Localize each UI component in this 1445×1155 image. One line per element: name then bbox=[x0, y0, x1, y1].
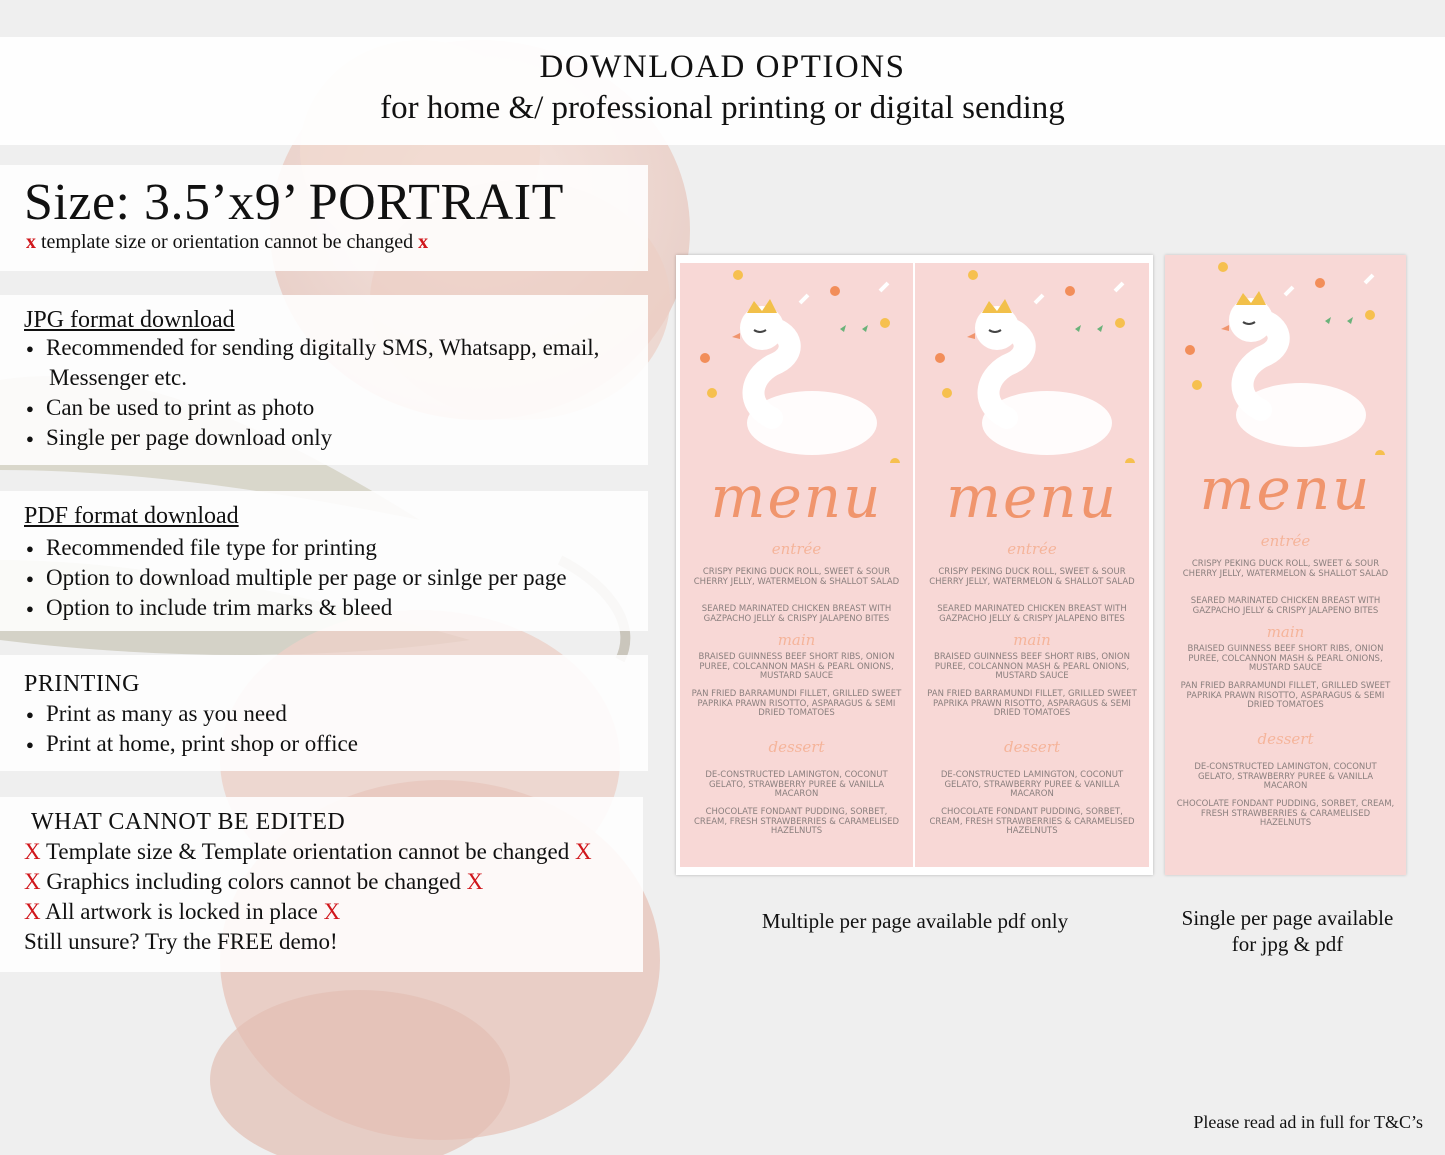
printing-heading: PRINTING bbox=[24, 671, 140, 697]
dish-text: PAN FRIED BARRAMUNDI FILLET, GRILLED SWEET PAPRIKA PRAWN RISOTTO, ASPARAGUS & SEMI DRIED TOMATOES bbox=[691, 689, 902, 718]
jpg-list bbox=[24, 333, 648, 453]
dish-text: PAN FRIED BARRAMUNDI FILLET, GRILLED SWEET PAPRIKA PRAWN RISOTTO, ASPARAGUS & SEMI DRIED TOMATOES bbox=[927, 689, 1137, 718]
floral-decoration bbox=[915, 263, 1149, 463]
dish-text: CRISPY PEKING DUCK ROLL, SWEET & SOUR CHERRY JELLY, WATERMELON & SHALLOT SALAD bbox=[929, 567, 1135, 587]
line-text: Template size & Template orientation cannot be changed bbox=[45, 839, 570, 864]
cannot-edit-line bbox=[24, 867, 643, 897]
course-entree: entrée bbox=[1260, 532, 1311, 550]
dish-text: DE-CONSTRUCTED LAMINGTON, COCONUT GELATO, STRAWBERRY PUREE & VANILLA MACARON bbox=[705, 770, 888, 799]
dish-text: SEARED MARINATED CHICKEN BREAST WITH GAZPACHO JELLY & CRISPY JALAPENO BITES bbox=[701, 604, 892, 624]
list-item: ● Print as many as you need bbox=[24, 699, 648, 729]
cannot-edit-panel bbox=[0, 797, 643, 972]
cannot-edit-closing: Still unsure? Try the FREE demo! bbox=[24, 929, 338, 954]
caption-single-line1: Single per page available bbox=[1181, 906, 1394, 930]
footer-note: Please read ad in full for T&C’s bbox=[1193, 1112, 1423, 1132]
dish-text: SEARED MARINATED CHICKEN BREAST WITH GAZPACHO JELLY & CRISPY JALAPENO BITES bbox=[1190, 596, 1381, 616]
single-per-page-preview bbox=[1163, 255, 1408, 875]
line-text: Graphics including colors cannot be changed bbox=[46, 869, 461, 894]
x-mark-icon: x bbox=[418, 231, 429, 253]
course-main: main bbox=[777, 631, 816, 649]
menu-title: menu bbox=[1199, 455, 1372, 523]
list-item: ● Single per page download only bbox=[24, 423, 648, 453]
list-item: ● Recommended file type for printing bbox=[24, 533, 648, 563]
list-item-continuation: Messenger etc. bbox=[49, 365, 187, 390]
dish-text: CHOCOLATE FONDANT PUDDING, SORBET, CREAM, FRESH STRAWBERRIES & CARAMELISED HAZELNUTS bbox=[1176, 799, 1395, 828]
jpg-heading: JPG format download bbox=[24, 307, 235, 333]
dish-text: DE-CONSTRUCTED LAMINGTON, COCONUT GELATO, STRAWBERRY PUREE & VANILLA MACARON bbox=[1194, 762, 1377, 791]
header-band bbox=[0, 37, 1445, 145]
dish-text: BRAISED GUINNESS BEEF SHORT RIBS, ONION PUREE, COLCANNON MASH & PEARL ONIONS, MUSTARD SAUCE bbox=[1187, 644, 1384, 673]
course-dessert: dessert bbox=[768, 738, 825, 756]
course-main: main bbox=[1266, 623, 1305, 641]
size-panel bbox=[0, 165, 648, 271]
line-text: All artwork is locked in place bbox=[45, 899, 318, 924]
menu-card bbox=[915, 263, 1149, 867]
list-item: ● Option to download multiple per page or sinlge per page bbox=[24, 563, 648, 593]
cannot-edit-heading: WHAT CANNOT BE EDITED bbox=[31, 809, 346, 835]
course-entree: entrée bbox=[771, 540, 822, 558]
dish-text: PAN FRIED BARRAMUNDI FILLET, GRILLED SWEET PAPRIKA PRAWN RISOTTO, ASPARAGUS & SEMI DRIED TOMATOES bbox=[1180, 681, 1391, 710]
dish-text: SEARED MARINATED CHICKEN BREAST WITH GAZPACHO JELLY & CRISPY JALAPENO BITES bbox=[937, 604, 1127, 624]
size-note-text: template size or orientation cannot be changed bbox=[41, 231, 414, 253]
size-note bbox=[26, 231, 648, 254]
printing-list bbox=[24, 699, 648, 759]
x-mark-icon: X bbox=[323, 899, 341, 924]
course-dessert: dessert bbox=[1257, 730, 1314, 748]
menu-card bbox=[1165, 255, 1406, 875]
x-mark-icon: X bbox=[24, 899, 41, 924]
caption-multiple: Multiple per page available pdf only bbox=[761, 909, 1069, 933]
dish-text: CHOCOLATE FONDANT PUDDING, SORBET, CREAM, FRESH STRAWBERRIES & CARAMELISED HAZELNUTS bbox=[929, 807, 1135, 836]
floral-decoration bbox=[680, 263, 913, 463]
cannot-edit-line bbox=[24, 837, 643, 867]
x-mark-icon: x bbox=[26, 231, 36, 253]
header-title: DOWNLOAD OPTIONS bbox=[539, 49, 906, 85]
dish-text: CRISPY PEKING DUCK ROLL, SWEET & SOUR CHERRY JELLY, WATERMELON & SHALLOT SALAD bbox=[1182, 559, 1389, 579]
printing-panel bbox=[0, 655, 648, 771]
list-item: ● Can be used to print as photo bbox=[24, 393, 648, 423]
pdf-panel bbox=[0, 491, 648, 631]
pdf-heading: PDF format download bbox=[24, 503, 239, 529]
menu-card bbox=[680, 263, 913, 867]
menu-title: menu bbox=[945, 463, 1119, 531]
list-item: ● Recommended for sending digitally SMS, Whatsapp, email, bbox=[24, 333, 648, 363]
pdf-list bbox=[24, 533, 648, 623]
x-mark-icon: X bbox=[574, 839, 592, 864]
cannot-edit-line bbox=[24, 897, 643, 927]
dish-text: CHOCOLATE FONDANT PUDDING, SORBET, CREAM, FRESH STRAWBERRIES & CARAMELISED HAZELNUTS bbox=[693, 807, 900, 836]
header-subtitle: for home &/ professional printing or digital sending bbox=[380, 90, 1065, 126]
x-mark-icon: X bbox=[24, 839, 41, 864]
course-entree: entrée bbox=[1007, 540, 1057, 558]
x-mark-icon: X bbox=[466, 869, 484, 894]
course-dessert: dessert bbox=[1004, 738, 1060, 756]
cannot-edit-lines bbox=[24, 837, 643, 957]
course-main: main bbox=[1013, 631, 1051, 649]
multiple-per-page-preview bbox=[676, 255, 1153, 875]
floral-decoration bbox=[1165, 255, 1405, 455]
list-item: ● Option to include trim marks & bleed bbox=[24, 593, 648, 623]
size-title: Size: 3.5’x9’ PORTRAIT bbox=[24, 174, 564, 231]
dish-text: DE-CONSTRUCTED LAMINGTON, COCONUT GELATO, STRAWBERRY PUREE & VANILLA MACARON bbox=[940, 770, 1124, 799]
jpg-panel bbox=[0, 295, 648, 465]
menu-title: menu bbox=[710, 463, 883, 531]
dish-text: CRISPY PEKING DUCK ROLL, SWEET & SOUR CHERRY JELLY, WATERMELON & SHALLOT SALAD bbox=[693, 567, 900, 587]
list-item: ● Print at home, print shop or office bbox=[24, 729, 648, 759]
x-mark-icon: X bbox=[24, 869, 41, 894]
caption-single bbox=[1150, 905, 1425, 957]
caption-single-line2: for jpg & pdf bbox=[1231, 932, 1344, 956]
dish-text: BRAISED GUINNESS BEEF SHORT RIBS, ONION PUREE, COLCANNON MASH & PEARL ONIONS, MUSTARD SAUCE bbox=[934, 652, 1130, 681]
dish-text: BRAISED GUINNESS BEEF SHORT RIBS, ONION PUREE, COLCANNON MASH & PEARL ONIONS, MUSTARD SAUCE bbox=[698, 652, 895, 681]
